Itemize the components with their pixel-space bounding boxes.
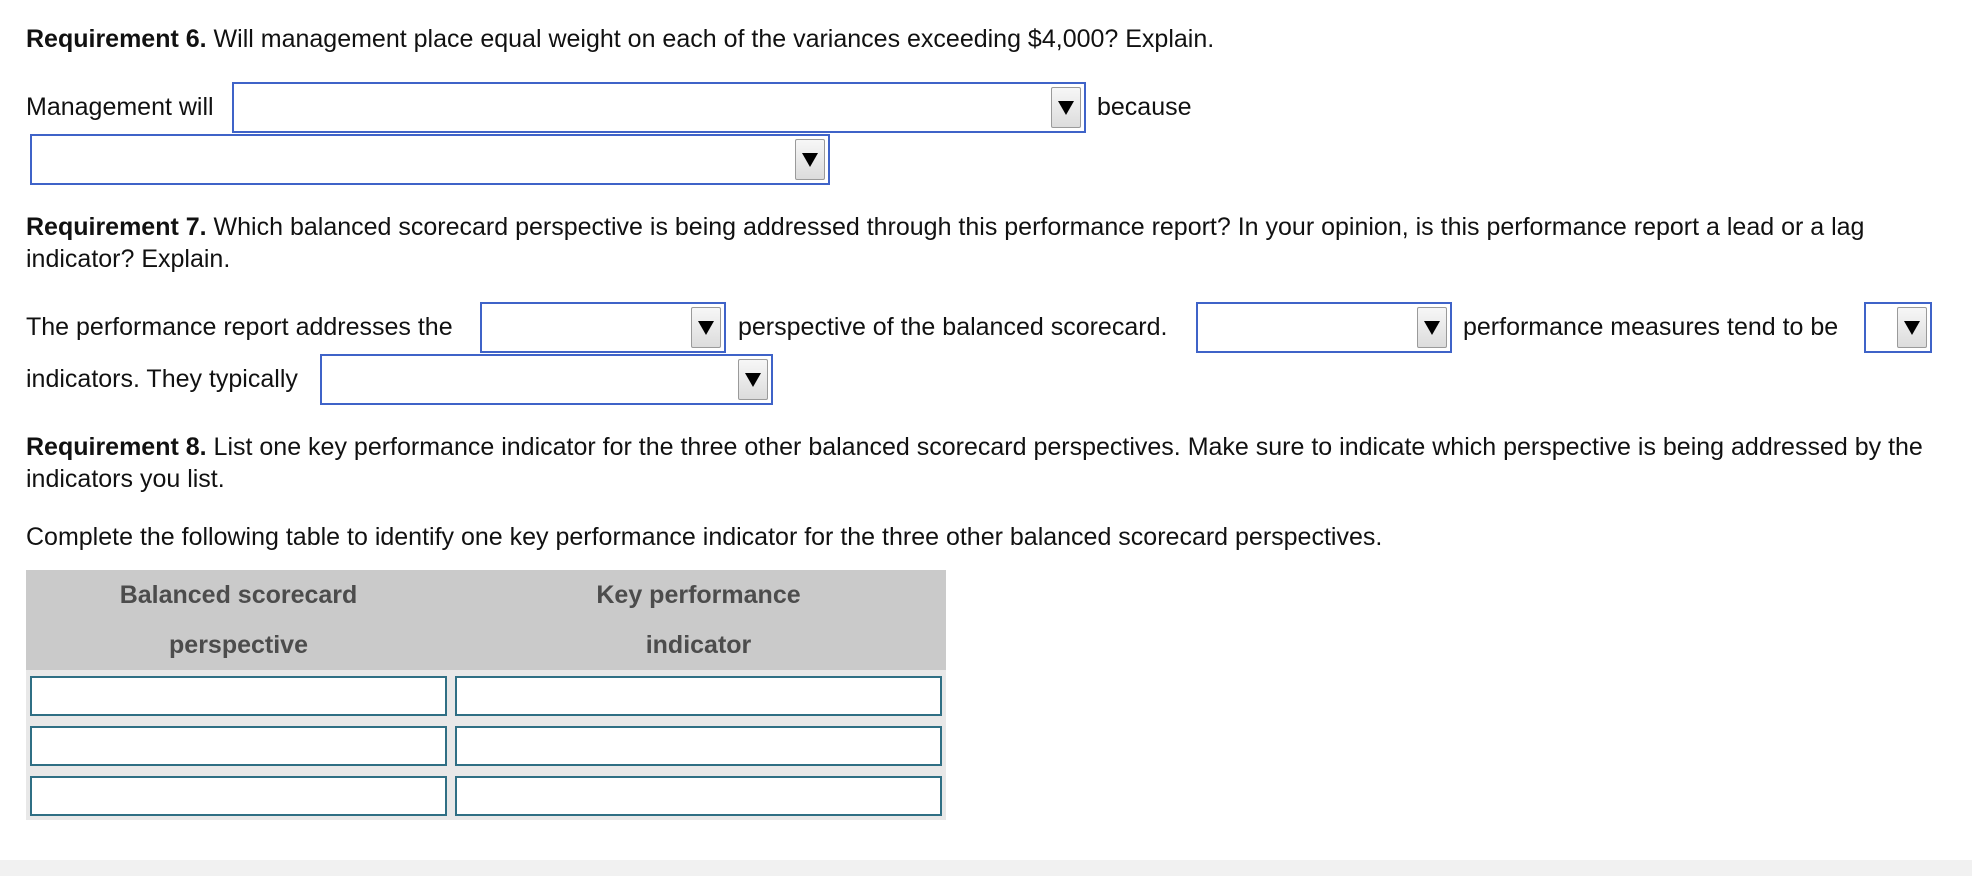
addresses-the-label: The performance report addresses the xyxy=(26,313,453,341)
because-reason-dropdown-value xyxy=(40,136,788,183)
requirement-8-question: List one key performance indicator for the three other balanced scorecard perspectives. Make sure to indicate which perspective is being addressed by the indicators you list. xyxy=(26,433,1923,493)
because-label: because xyxy=(1097,93,1192,121)
measures-tend-label: performance measures tend to be xyxy=(1463,313,1839,341)
indicator-input-row-2[interactable] xyxy=(455,726,942,766)
column-header-perspective-line1: Balanced scorecard xyxy=(119,581,358,609)
requirement-6-question: Will management place equal weight on each of the variances exceeding $4,000? Explain. xyxy=(206,25,1215,53)
triangle-down-icon[interactable] xyxy=(795,139,825,180)
requirement-6-heading: Requirement 6. xyxy=(26,25,207,53)
column-header-perspective-line2: perspective xyxy=(169,631,308,659)
footer-band xyxy=(0,860,1972,876)
perspective-of-scorecard-label: perspective of the balanced scorecard. xyxy=(738,313,1168,341)
table-instruction: Complete the following table to identify one key performance indicator for the three other balanced scorecard perspectives. xyxy=(26,523,1383,551)
lead-lag-dropdown-value xyxy=(1874,304,1890,351)
requirement-7-text xyxy=(26,211,1956,275)
perspective-dropdown[interactable] xyxy=(480,302,726,353)
indicators-typically-label: indicators. They typically xyxy=(26,365,298,393)
management-will-dropdown[interactable] xyxy=(232,82,1086,133)
kpi-table xyxy=(26,570,946,820)
column-header-indicator-line2: indicator xyxy=(645,631,752,659)
triangle-down-icon[interactable] xyxy=(1897,307,1927,348)
perspective-input-row-2[interactable] xyxy=(30,726,447,766)
because-reason-dropdown[interactable] xyxy=(30,134,830,185)
measures-dropdown-value xyxy=(1206,304,1410,351)
indicator-input-row-1[interactable] xyxy=(455,676,942,716)
triangle-down-icon[interactable] xyxy=(1051,87,1081,128)
perspective-input-row-1[interactable] xyxy=(30,676,447,716)
column-header-indicator xyxy=(451,570,946,670)
requirement-6-text xyxy=(26,23,1214,55)
requirement-8-heading: Requirement 8. xyxy=(26,433,207,461)
management-will-dropdown-value xyxy=(242,84,1044,131)
kpi-table-header xyxy=(26,570,946,670)
triangle-down-icon[interactable] xyxy=(738,359,768,400)
measures-dropdown[interactable] xyxy=(1196,302,1452,353)
triangle-down-icon[interactable] xyxy=(691,307,721,348)
column-header-indicator-line1: Key performance xyxy=(596,581,801,609)
typically-dropdown-value xyxy=(330,356,731,403)
triangle-down-icon[interactable] xyxy=(1417,307,1447,348)
indicator-input-row-3[interactable] xyxy=(455,776,942,816)
typically-dropdown[interactable] xyxy=(320,354,773,405)
requirement-7-heading: Requirement 7. xyxy=(26,213,207,241)
perspective-input-row-3[interactable] xyxy=(30,776,447,816)
requirement-8-text xyxy=(26,431,1956,495)
column-header-perspective xyxy=(26,570,451,670)
perspective-dropdown-value xyxy=(490,304,684,351)
management-will-label: Management will xyxy=(26,93,214,121)
requirement-7-question: Which balanced scorecard perspective is being addressed through this performance report? In your opinion, is this performance report a lead or a lag indicator? Explain. xyxy=(26,213,1865,273)
lead-lag-dropdown[interactable] xyxy=(1864,302,1932,353)
